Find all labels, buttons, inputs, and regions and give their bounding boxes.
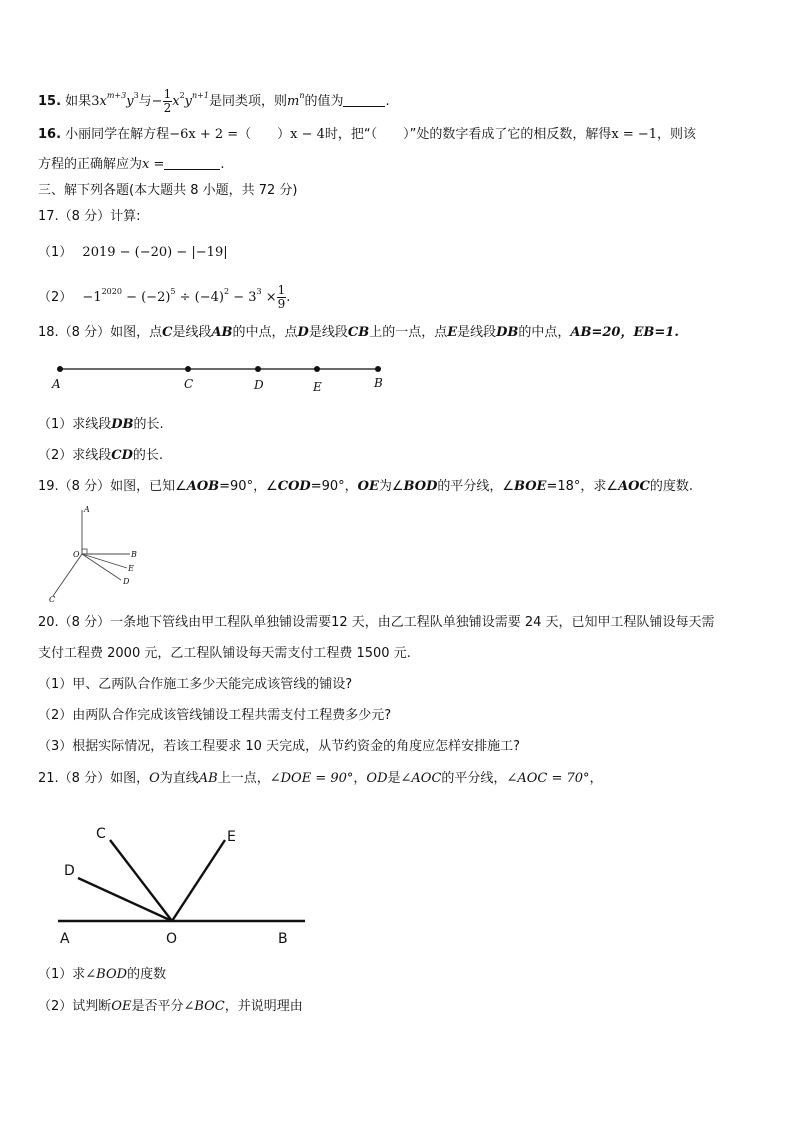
q17-heading: 17.（8 分）计算: [38,209,141,224]
label-b: B [278,931,288,947]
q20-sub1: （1）甲、乙两队合作施工多少天能完成该管线的铺设? [38,677,353,692]
ray-oc [110,840,172,921]
q18-text: 是线段 [308,325,348,340]
q19-text: =90°， [310,479,358,494]
expr-term: − 3 [229,290,257,305]
q21-text: 是 [387,771,401,786]
label-a: A [60,931,70,947]
label-d: D [254,378,264,392]
q16-number: 16. [38,127,62,142]
q15-var-y: y [184,94,193,109]
q18-seg: CB [347,325,370,340]
q16-text: 方程的正确解应为 [38,157,143,172]
q21-text: 为直线 [159,771,199,786]
q15-exp: 2 [179,91,185,100]
q19-angle: BOD [403,479,438,494]
label-c: C [184,377,194,391]
q21-angle: ∠DOE = 90° [269,771,354,786]
q21-point: O [149,771,160,786]
q19-text: =18°，求∠ [546,479,619,494]
q20-sub3: （3）根据实际情况，若该工程要求 10 天完成，从节约资金的角度应怎样安排施工? [38,739,520,754]
q15-text: 与 [138,94,152,109]
q19-text: =90°，∠ [219,479,278,494]
fraction-numerator: 1 [163,87,172,101]
q18-text: 的中点，点 [232,325,298,340]
q20-sub2: （2）由两队合作完成该管线铺设工程共需支付工程费多少元? [38,708,392,723]
q15-var-y: y [126,94,134,109]
q16-text: 时，把“（ ）”处的数字看成了它的相反数，解得 [324,127,612,142]
q19-angle: AOC [618,479,650,494]
q19-angle: COD [277,479,311,494]
q15-var-m: m [286,94,300,109]
expr-exp: 2 [223,287,230,296]
label-o: O [166,931,178,947]
q21-text: ， [589,771,603,786]
q18-given: AB=20，EB=1. [570,325,679,340]
expr-term: − (−2) [121,290,171,305]
label-a: A [84,505,90,514]
q15-var-x: x [99,94,107,109]
expr-end: . [286,290,291,305]
q21-angle: ∠BOC [183,999,225,1014]
q21-angle: ∠BOD [85,967,128,982]
q15-exp: n [299,91,305,100]
q15-exp: 3 [133,91,139,100]
q19-text: 的度数. [649,479,693,494]
q21-text: （2）试判断 [38,999,112,1014]
label-c: C [49,595,56,604]
label-b: B [374,376,383,390]
fraction-numerator: 1 [277,283,286,297]
ray-od [78,878,172,921]
label-b: B [131,550,137,559]
q18-point: C [162,325,173,340]
q18-point: E [447,325,458,340]
q16-x: x = [142,157,165,172]
q16-end: . [220,157,225,172]
q18-text: 的中点， [518,325,571,340]
q21-text: 21.（8 分）如图， [38,771,150,786]
label-d: D [64,863,75,879]
q21-text: 的平分线， [441,771,507,786]
q15-sign: − [151,94,163,109]
q15-end: . [385,94,390,109]
q18-text: （1）求线段 [38,417,112,432]
q20-line1: 20.（8 分）一条地下管线由甲工程队单独铺设需要12 天，由乙工程队单独铺设需要 24 天，已知甲工程队铺设每天需 [38,615,715,630]
part-label: （1） [38,245,73,260]
label-e: E [128,564,134,573]
q15-text: 如果 [65,94,92,109]
q18-text: 是线段 [172,325,212,340]
expr-term: ÷ (−4) [175,290,224,305]
label-a: A [52,377,61,391]
q16-equation: −6x + 2 =（ ）x − 4 [169,127,325,142]
q21-line: AB [198,771,218,786]
q18-seg: DB [496,325,519,340]
q18-text: 18.（8 分）如图，点 [38,325,163,340]
q21-ray: OD [366,771,388,786]
fraction-denominator: 2 [163,101,172,115]
label-c: C [96,826,106,842]
q18-seg: AB [211,325,233,340]
q18-seg: DB [111,417,134,432]
fraction-denominator: 9 [277,297,286,311]
q21-text: 是否平分 [131,999,184,1014]
section-heading: 三、解下列各题(本大题共 8 小题，共 72 分) [38,183,298,198]
q18-text: 的长. [132,448,164,463]
q19-text: 为∠ [378,479,404,494]
q15-text: 的值为 [304,94,344,109]
q15-var-x: x [172,94,180,109]
label-e: E [227,829,236,845]
q16-text: ，则该 [657,127,697,142]
expr-exp: 3 [256,287,262,296]
q19-ray: OE [357,479,379,494]
q20-line2: 支付工程费 2000 元，乙工程队铺设每天需支付工程费 1500 元. [38,646,411,661]
q19-angle: BOE [514,479,547,494]
q16-text: 小丽同学在解方程 [65,127,170,142]
q21-angle: ∠AOC [400,771,442,786]
q18-text: 是线段 [457,325,497,340]
q21-text: 上一点， [217,771,270,786]
q15-exp: n+1 [192,91,209,100]
q21-text: ，并说明理由 [224,999,303,1014]
q15-text: 是同类项，则 [208,94,287,109]
q19-text: 19.（8 分）如图，已知∠ [38,479,187,494]
q15-exp: m+3 [106,91,127,100]
q18-text: 上的一点，点 [369,325,448,340]
q16-solution: x = −1 [611,127,658,142]
q18-text: 的长. [133,417,164,432]
expr-term: −1 [82,290,102,305]
label-d: D [123,577,130,586]
q18-point: D [297,325,309,340]
label-e: E [313,380,322,394]
q21-ray: OE [111,999,132,1014]
q17-expression-1: 2019 − (−20) − |−19| [82,245,228,260]
q19-text: 的平分线，∠ [437,479,514,494]
expr-term: × [261,290,277,305]
label-o: O [73,550,80,559]
expr-exp: 5 [170,287,176,296]
q21-sub2 [38,998,303,1016]
ray-oe [172,840,225,921]
q18-seg: CD [111,448,133,463]
part-label: （2） [38,290,73,305]
q21-sub1 [38,966,166,984]
q15-coef: 3 [91,94,100,109]
q15-number: 15. [38,94,62,109]
q21-angle-value: ∠AOC = 70° [506,771,590,786]
q21-text: ， [353,771,367,786]
expr-exp: 2020 [101,287,122,296]
q18-text: （2）求线段 [38,448,112,463]
q19-angle: AOB [186,479,220,494]
q21-text: 的度数 [127,967,167,982]
q21-text: （1）求 [38,967,86,982]
